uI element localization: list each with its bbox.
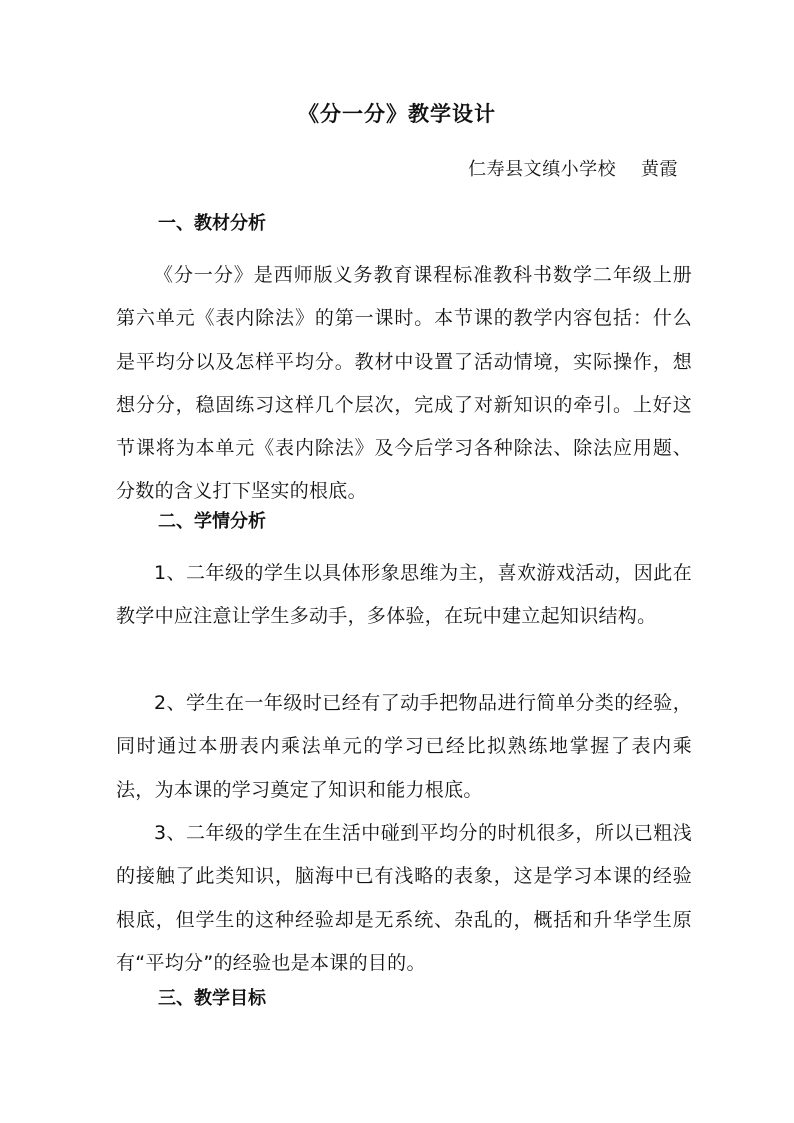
paragraph-textbook-analysis: 《分一分》是西师版义务教育课程标准教科书数学二年级上册第六单元《表内除法》的第一课时。本节课的教学内容包括：什么是平均分以及怎样平均分。教材中设置了活动情境，实际操作，想想分分，稳固练习这样几个层次，完成了对新知识的牵引。上好这节课将为本单元《表内除法》及今后学习各种除法、除法应用题、分数的含义打下坚实的根底。 [116, 264, 692, 503]
paragraph-student-analysis-1: 1、二年级的学生以具体形象思维为主，喜欢游戏活动，因此在教学中应注意让学生多动手，多体验，在玩中建立起知识结构。 [116, 562, 692, 628]
author-line: 仁寿县文缜小学校 黄霞 [468, 159, 678, 180]
paragraph-student-analysis-2: 2、学生在一年级时已经有了动手把物品进行简单分类的经验，同时通过本册表内乘法单元的学习已经比拟熟练地掌握了表内乘法，为本课的学习奠定了知识和能力根底。 [116, 692, 692, 801]
section-heading-student-analysis: 二、学情分析 [158, 511, 266, 532]
section-heading-textbook-analysis: 一、教材分析 [158, 213, 266, 234]
paragraph-student-analysis-3: 3、二年级的学生在生活中碰到平均分的时机很多，所以已粗浅的接触了此类知识，脑海中已有浅略的表象，这是学习本课的经验根底，但学生的这种经验却是无系统、杂乱的，概括和升华学生原有“平均分”的经验也是本课的目的。 [116, 822, 692, 974]
document-title: 《分一分》教学设计 [298, 102, 496, 126]
section-heading-teaching-goals: 三、教学目标 [158, 988, 266, 1009]
